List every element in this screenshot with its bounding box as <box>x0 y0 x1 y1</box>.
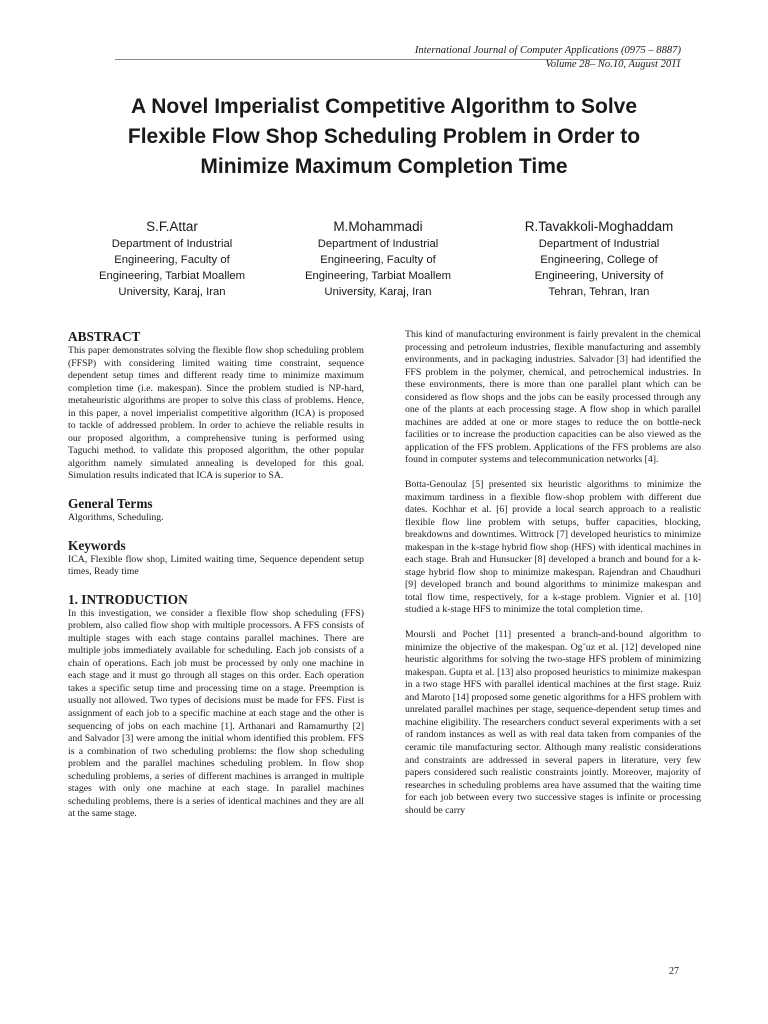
journal-volume: Volume 28– No.10, August 2011 <box>545 58 681 70</box>
author-2-name: M.Mohammadi <box>333 219 423 234</box>
author-3-aff-line: Department of Industrial <box>538 238 660 250</box>
page-number: 27 <box>669 966 679 977</box>
spacer <box>68 483 364 495</box>
paper-title <box>60 92 708 182</box>
introduction-heading: 1. INTRODUCTION <box>68 591 188 607</box>
author-1 <box>67 218 277 300</box>
author-2-affiliation <box>273 236 483 300</box>
author-1-aff-line: University, Karaj, Iran <box>118 286 226 298</box>
right-paragraph-3: Moursli and Pochet [11] presented a branch-and-bound algorithm to minimize the objective of the makespan. Og˘uz et al. [12] developed nine heuristic algorithms for solving the two-stage HFS problem of minimizing makespan. Gupta et al. [13] also proposed heuristics to minimize makespan in a two stage HFS with parallel identical machines at the first stage. Ruiz and Maroto [14] proposed some genetic algorithms for a HFS problem with unrelated parallel machines per stage, sequence-dependent setup times and machine eligibility. The researchers conduct several experiments with a set of random instances as well as with real data taken from companies of the ceramic tile manufacturing sector. Although many realistic considerations and constraints are addressed in several papers in literature, very few papers considered such realistic constraints jointly. Moreover, majority of researches in scheduling problems area have assumed that the waiting time for each job between every two successive stages is infinite or processing should be carry <box>405 629 701 816</box>
abstract-text: This paper demonstrates solving the flexible flow shop scheduling problem (FFSP) with considering limited waiting time constraint, sequence dependent setup times and different ready time to minimize maximum completion time (i.e. makespan). Since the problem studied is NP-hard, metaheuristic algorithms are proper to solve this class of problems. Hence, in this paper, a novel imperialist competitive algorithm (ICA) is proposed to tackle of addressed problem. In order to achieve the reliable results in our proposed algorithm, a comprehensive tuning is performed using Taguchi method. to validate this proposed algorithm, the other popular algorithm namely simulated annealing is developed for this goal. Simulation results indicated that ICA is superior to SA. <box>68 345 364 482</box>
author-3 <box>494 218 704 300</box>
keywords-text: ICA, Flexible flow shop, Limited waiting time, Sequence dependent setup times, Ready time <box>68 553 364 578</box>
author-1-aff-line: Engineering, Tarbiat Moallem <box>98 270 246 282</box>
author-2-aff-line: Department of Industrial <box>317 238 439 250</box>
right-column <box>405 329 701 817</box>
general-terms-heading: General Terms <box>68 496 153 512</box>
author-2-aff-line: Engineering, Faculty of <box>320 254 436 266</box>
author-3-aff-line: Engineering, College of <box>540 254 658 266</box>
author-1-affiliation <box>67 236 277 300</box>
journal-name: International Journal of Computer Applications (0975 – 8887) <box>414 45 681 56</box>
author-3-name: R.Tavakkoli-Moghaddam <box>524 219 674 234</box>
keywords-heading: Keywords <box>68 537 126 553</box>
journal-header <box>415 44 681 71</box>
author-2-aff-line: University, Karaj, Iran <box>324 286 432 298</box>
general-terms-text: Algorithms, Scheduling. <box>68 512 164 524</box>
spacer <box>405 467 701 479</box>
title-line-1: A Novel Imperialist Competitive Algorithm to Solve <box>130 95 638 118</box>
abstract-heading: ABSTRACT <box>68 329 141 344</box>
author-3-affiliation <box>494 236 704 300</box>
author-3-aff-line: Engineering, University of <box>534 270 664 282</box>
spacer <box>68 579 364 591</box>
right-paragraph-1: This kind of manufacturing environment is fairly prevalent in the chemical processing and petroleum industries, flexible manufacturing and assembly environments, and in packaging industries. Salvador [3] had identified the FFS problem in the polymer, chemical, and petrochemical industries. In these environments, there is more than one parallel plant which can be considered as flow shops and the jobs can be easily processed through any one of the plants at each processing stage. A flow shop in which parallel machines are added at one or more stages to reduce the on bottle-neck facilities or to increase the production capacities can be also viewed as the application of the FFS problem. Applications of the FFS problems are also found in computer systems and telecommunication networks [4]. <box>405 329 701 466</box>
author-1-aff-line: Department of Industrial <box>111 238 233 250</box>
right-paragraph-2: Botta-Genoulaz [5] presented six heuristic algorithms to minimize the maximum tardiness in a flexible flow-shop problem with different due dates. Kochhar et al. [6] provide a local search approach to a realistic flexible flow line problem with setups, buffer capacities, blocking, breakdowns and downtimes. Wittrock [7] developed heuristics to minimize makespan in the k-stage hybrid flow shop (HFS) with identical machines in each stage. Brah and Hunsucker [8] developed a branch and bound for a k-stage hybrid flow shop to minimize makespan. Rajendran and Chaudhuri [9] developed branch and bound algorithms to minimize makespan and total flow time, respectively, for a k-stage problem. Vignier et al. [10] studied a k-stage HFS to minimize the total completion time. <box>405 479 701 616</box>
author-1-aff-line: Engineering, Faculty of <box>114 254 230 266</box>
spacer <box>405 617 701 629</box>
author-1-name: S.F.Attar <box>146 219 198 234</box>
author-3-aff-line: Tehran, Tehran, Iran <box>548 286 650 298</box>
author-2-aff-line: Engineering, Tarbiat Moallem <box>304 270 452 282</box>
title-line-3: Minimize Maximum Completion Time <box>200 155 568 178</box>
introduction-text: In this investigation, we consider a flexible flow shop scheduling (FFS) problem, also called flow shop with multiple processors. A FFS consists of multiple stages with each stage contains parallel machines. There are multiple jobs immediately available for scheduling. Each job consists of a chain of operations. Each job must be processed by only one machine in each stage and it must go through all stages on this order. Each operation takes a specific setup time and processing time on a stage. Preemption is usually not allowed. Two types of decisions must be made for FFS. First is assignment of each job to a specific machine at each stage and the other is sequencing of jobs on each machine [1]. Arthanari and Ramamurthy [2] and Salvador [3] were among the initial whom identified this problem. FFS is a combination of two scheduling problems: the flow shop scheduling problem and the parallel machines scheduling problem. In flow shop scheduling problems, a series of different machines is arranged in multiple stages with only one machine at each stage. In parallel machines scheduling problems, there is a series of identical machines and they are all at the same stage. <box>68 607 364 820</box>
header-rule <box>115 59 681 60</box>
title-line-2: Flexible Flow Shop Scheduling Problem in Order to <box>127 125 641 148</box>
author-2 <box>273 218 483 300</box>
left-column <box>68 328 364 821</box>
spacer <box>68 525 364 537</box>
